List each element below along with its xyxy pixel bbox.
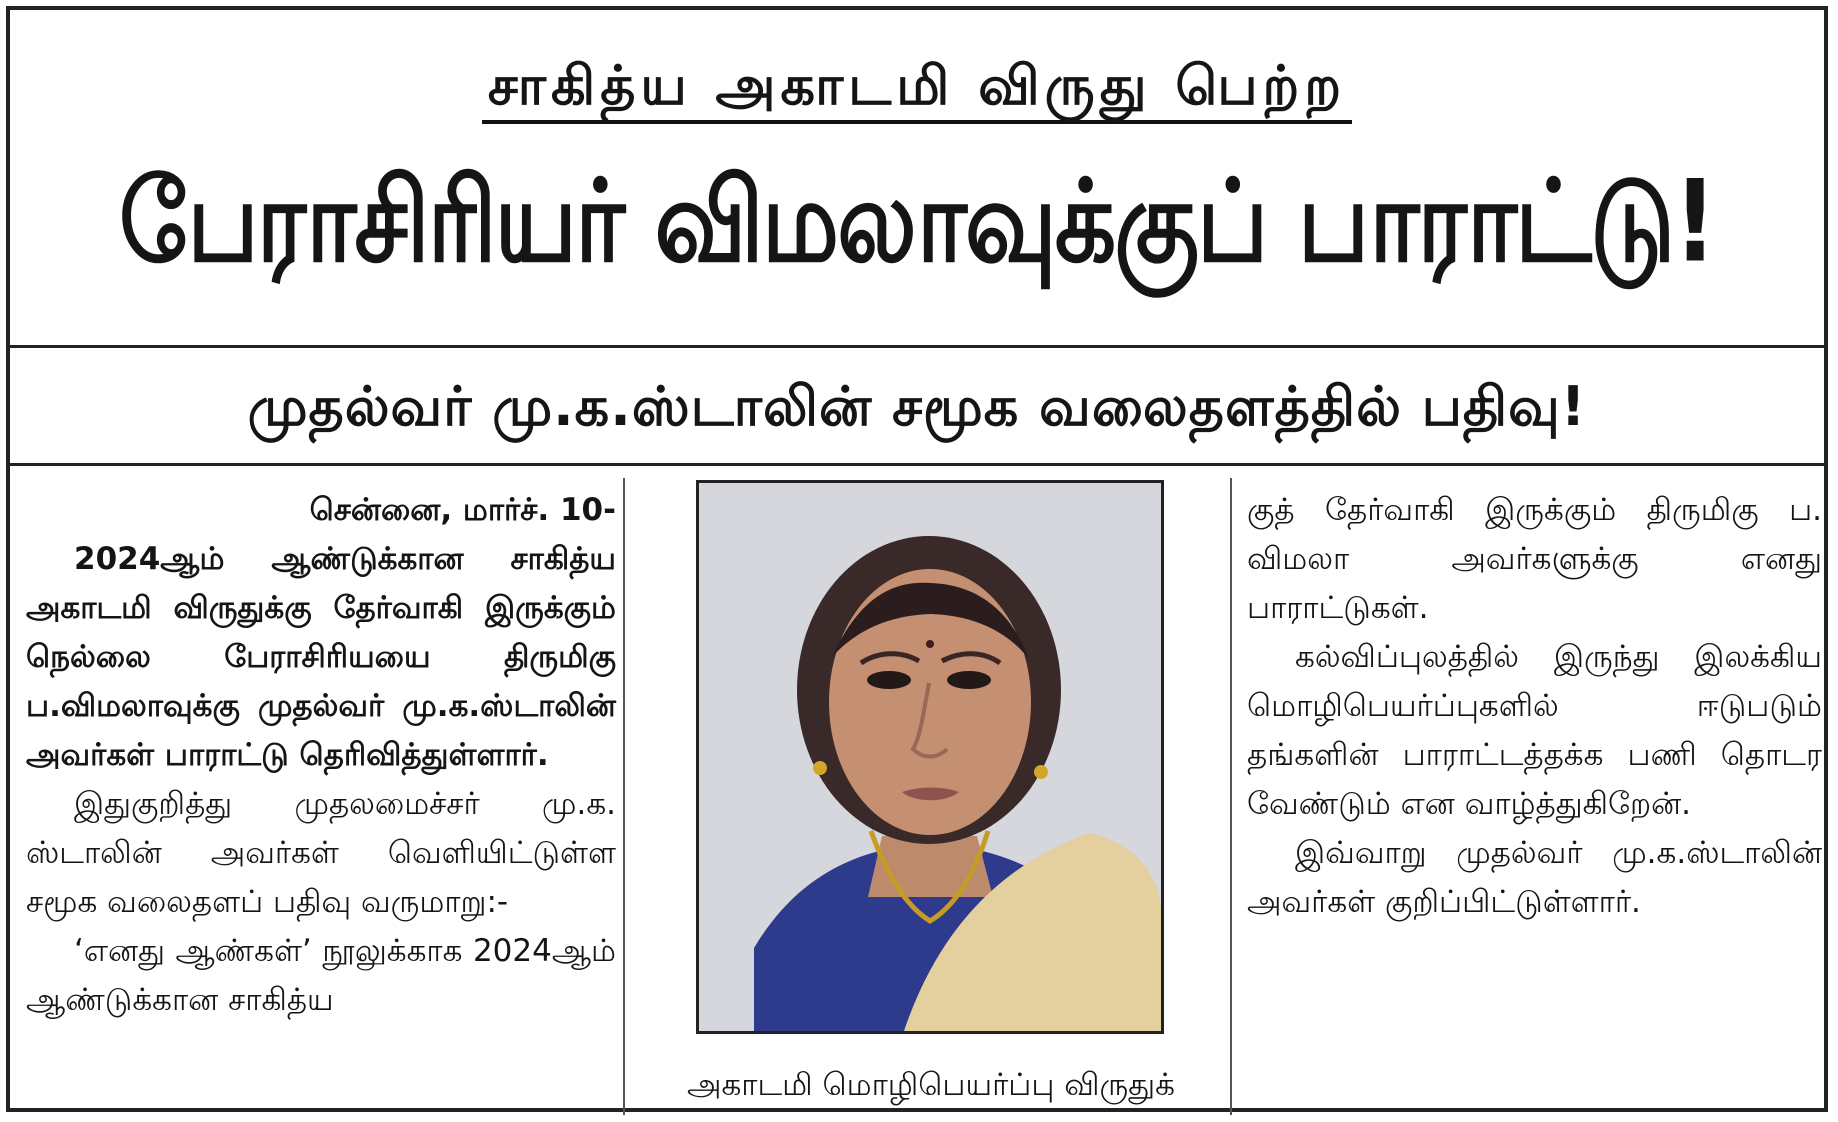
photo-caption: அகாடமி மொழிபெயர்ப்பு விருதுக் bbox=[687, 1067, 1175, 1103]
right-text-column bbox=[1247, 486, 1822, 927]
portrait-photo bbox=[696, 480, 1164, 1034]
right-eye bbox=[947, 671, 991, 689]
left-text-column bbox=[26, 486, 616, 1025]
body-paragraph-2: ‘எனது ஆண்கள்’ நூலுக்காக 2024ஆம் ஆண்டுக்கான சாகித்ய bbox=[26, 933, 616, 1018]
body-paragraph-1: இதுகுறித்து முதலமைச்சர் மு.க. ஸ்டாலின் அவர்கள் வெளியிட்டுள்ள சமூக வலைதளப் பதிவு வருமாறு:- bbox=[26, 786, 616, 920]
left-eye bbox=[867, 671, 911, 689]
main-headline: பேராசிரியர் விமலாவுக்குப் பாராட்டு! bbox=[119, 155, 1715, 288]
dateline: சென்னை, மார்ச். 10- bbox=[309, 492, 616, 528]
column-divider-left bbox=[623, 478, 625, 1115]
kicker-headline bbox=[10, 56, 1824, 124]
left-earring bbox=[813, 761, 827, 775]
right-earring bbox=[1034, 765, 1048, 779]
column-divider-right bbox=[1230, 478, 1232, 1115]
portrait-illustration bbox=[699, 483, 1161, 1031]
article-header bbox=[10, 10, 1824, 348]
bindi bbox=[926, 640, 934, 648]
lead-paragraph: 2024ஆம் ஆண்டுக்கான சாகித்ய அகாடமி விருதுக்கு தேர்வாகி இருக்கும் நெல்லை பேராசிரியயை திருமிகு ப.விமலாவுக்கு முதல்வர் மு.க.ஸ்டாலின் அவர்கள் பாராட்டு தெரிவித்துள்ளார். bbox=[26, 541, 616, 773]
newspaper-clipping bbox=[6, 6, 1828, 1112]
closing-paragraph: இவ்வாறு முதல்வர் மு.க.ஸ்டாலின் அவர்கள் குறிப்பிட்டுள்ளார். bbox=[1247, 835, 1822, 920]
kicker-text: சாகித்ய அகாடமி விருது பெற்ற bbox=[482, 56, 1352, 124]
wishes-paragraph: கல்விப்புலத்தில் இருந்து இலக்கிய மொழிபெயர்ப்புகளில் ஈடுபடும் தங்களின் பாராட்டத்தக்க பணி தொடர வேண்டும் என வாழ்த்துகிறேன். bbox=[1247, 639, 1822, 822]
continued-paragraph: குத் தேர்வாகி இருக்கும் திருமிகு ப. விமலா அவர்களுக்கு எனது பாராட்டுகள். bbox=[1247, 492, 1822, 626]
subheadline: முதல்வர் மு.க.ஸ்டாலின் சமூக வலைதளத்தில் பதிவு! bbox=[10, 348, 1824, 466]
